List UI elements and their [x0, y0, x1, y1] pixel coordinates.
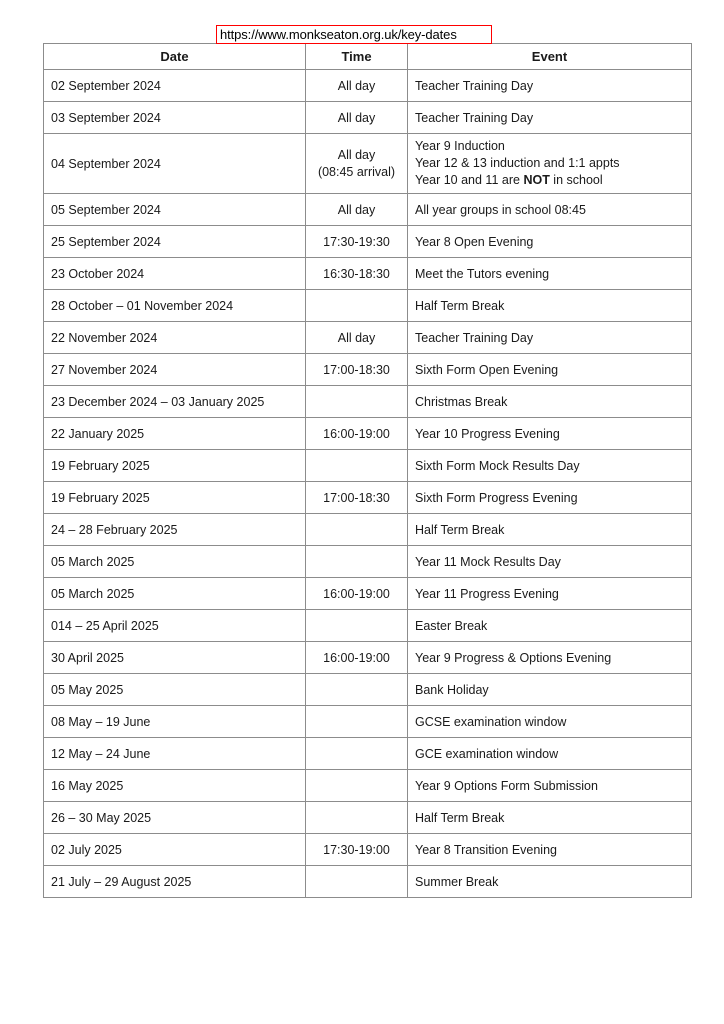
table-header-row — [44, 44, 692, 70]
cell-date: 19 February 2025 — [44, 482, 306, 514]
table-row — [44, 866, 692, 898]
cell-time — [306, 546, 408, 578]
cell-event: Year 9 Options Form Submission — [408, 770, 692, 802]
cell-date: 05 May 2025 — [44, 674, 306, 706]
cell-event: Easter Break — [408, 610, 692, 642]
cell-date: 28 October – 01 November 2024 — [44, 290, 306, 322]
cell-time: 17:30-19:00 — [306, 834, 408, 866]
cell-event: Half Term Break — [408, 514, 692, 546]
cell-event: Sixth Form Open Evening — [408, 354, 692, 386]
table-row — [44, 70, 692, 102]
cell-event: Year 11 Mock Results Day — [408, 546, 692, 578]
cell-time: All day — [306, 70, 408, 102]
cell-event: Meet the Tutors evening — [408, 258, 692, 290]
table-row — [44, 386, 692, 418]
emphasis-text: NOT — [523, 173, 550, 187]
cell-time: 17:00-18:30 — [306, 482, 408, 514]
table-row — [44, 322, 692, 354]
cell-event: GCSE examination window — [408, 706, 692, 738]
cell-date: 05 March 2025 — [44, 546, 306, 578]
cell-date: 05 September 2024 — [44, 194, 306, 226]
cell-time: All day — [306, 102, 408, 134]
table-row — [44, 802, 692, 834]
cell-event: Year 9 Progress & Options Evening — [408, 642, 692, 674]
column-header-event: Event — [408, 44, 692, 70]
table-row — [44, 706, 692, 738]
key-dates-table — [43, 43, 692, 898]
table-row — [44, 514, 692, 546]
cell-event: Half Term Break — [408, 290, 692, 322]
cell-time — [306, 290, 408, 322]
table-row — [44, 194, 692, 226]
cell-date: 27 November 2024 — [44, 354, 306, 386]
cell-event: Christmas Break — [408, 386, 692, 418]
cell-date: 02 July 2025 — [44, 834, 306, 866]
cell-event: Teacher Training Day — [408, 322, 692, 354]
cell-event: Sixth Form Progress Evening — [408, 482, 692, 514]
table-row — [44, 226, 692, 258]
table-row — [44, 354, 692, 386]
cell-date: 30 April 2025 — [44, 642, 306, 674]
cell-event: Year 10 Progress Evening — [408, 418, 692, 450]
cell-date: 26 – 30 May 2025 — [44, 802, 306, 834]
cell-time — [306, 802, 408, 834]
cell-date: 05 March 2025 — [44, 578, 306, 610]
cell-date: 02 September 2024 — [44, 70, 306, 102]
cell-event: Summer Break — [408, 866, 692, 898]
table-row — [44, 290, 692, 322]
table-row — [44, 738, 692, 770]
cell-time — [306, 866, 408, 898]
cell-time: 17:30-19:30 — [306, 226, 408, 258]
cell-time: 16:00-19:00 — [306, 642, 408, 674]
cell-date: 21 July – 29 August 2025 — [44, 866, 306, 898]
cell-date: 23 December 2024 – 03 January 2025 — [44, 386, 306, 418]
table-row — [44, 546, 692, 578]
table-row — [44, 450, 692, 482]
table-row — [44, 102, 692, 134]
cell-time — [306, 450, 408, 482]
cell-time — [306, 706, 408, 738]
column-header-date: Date — [44, 44, 306, 70]
table-row — [44, 418, 692, 450]
cell-date: 03 September 2024 — [44, 102, 306, 134]
table-row — [44, 134, 692, 194]
cell-time — [306, 386, 408, 418]
cell-time: All day — [306, 322, 408, 354]
cell-event: Teacher Training Day — [408, 102, 692, 134]
cell-time — [306, 610, 408, 642]
cell-time: All day (08:45 arrival) — [306, 134, 408, 194]
cell-event: Sixth Form Mock Results Day — [408, 450, 692, 482]
cell-date: 16 May 2025 — [44, 770, 306, 802]
table-row — [44, 674, 692, 706]
url-text: https://www.monkseaton.org.uk/key-dates — [220, 27, 457, 42]
cell-event: Bank Holiday — [408, 674, 692, 706]
url-bar[interactable] — [216, 25, 492, 44]
table-row — [44, 610, 692, 642]
cell-time — [306, 514, 408, 546]
cell-event: Teacher Training Day — [408, 70, 692, 102]
cell-date: 23 October 2024 — [44, 258, 306, 290]
table-row — [44, 770, 692, 802]
table-row — [44, 482, 692, 514]
cell-event: Year 11 Progress Evening — [408, 578, 692, 610]
cell-event: Year 8 Open Evening — [408, 226, 692, 258]
cell-event: Year 8 Transition Evening — [408, 834, 692, 866]
table-body — [44, 70, 692, 898]
table-header — [44, 44, 692, 70]
cell-date: 04 September 2024 — [44, 134, 306, 194]
cell-date: 014 – 25 April 2025 — [44, 610, 306, 642]
cell-date: 19 February 2025 — [44, 450, 306, 482]
cell-date: 22 January 2025 — [44, 418, 306, 450]
cell-date: 22 November 2024 — [44, 322, 306, 354]
cell-event: Year 9 Induction Year 12 & 13 induction and 1:1 appts Year 10 and 11 are NOT in school — [408, 134, 692, 194]
cell-time — [306, 770, 408, 802]
cell-date: 24 – 28 February 2025 — [44, 514, 306, 546]
cell-time — [306, 674, 408, 706]
table-row — [44, 258, 692, 290]
table-row — [44, 642, 692, 674]
cell-time — [306, 738, 408, 770]
cell-date: 25 September 2024 — [44, 226, 306, 258]
cell-time: 16:00-19:00 — [306, 578, 408, 610]
cell-time: All day — [306, 194, 408, 226]
column-header-time: Time — [306, 44, 408, 70]
table-row — [44, 578, 692, 610]
cell-date: 12 May – 24 June — [44, 738, 306, 770]
cell-time: 17:00-18:30 — [306, 354, 408, 386]
cell-event: All year groups in school 08:45 — [408, 194, 692, 226]
table-row — [44, 834, 692, 866]
cell-event: Half Term Break — [408, 802, 692, 834]
cell-event: GCE examination window — [408, 738, 692, 770]
cell-date: 08 May – 19 June — [44, 706, 306, 738]
cell-time: 16:30-18:30 — [306, 258, 408, 290]
cell-time: 16:00-19:00 — [306, 418, 408, 450]
